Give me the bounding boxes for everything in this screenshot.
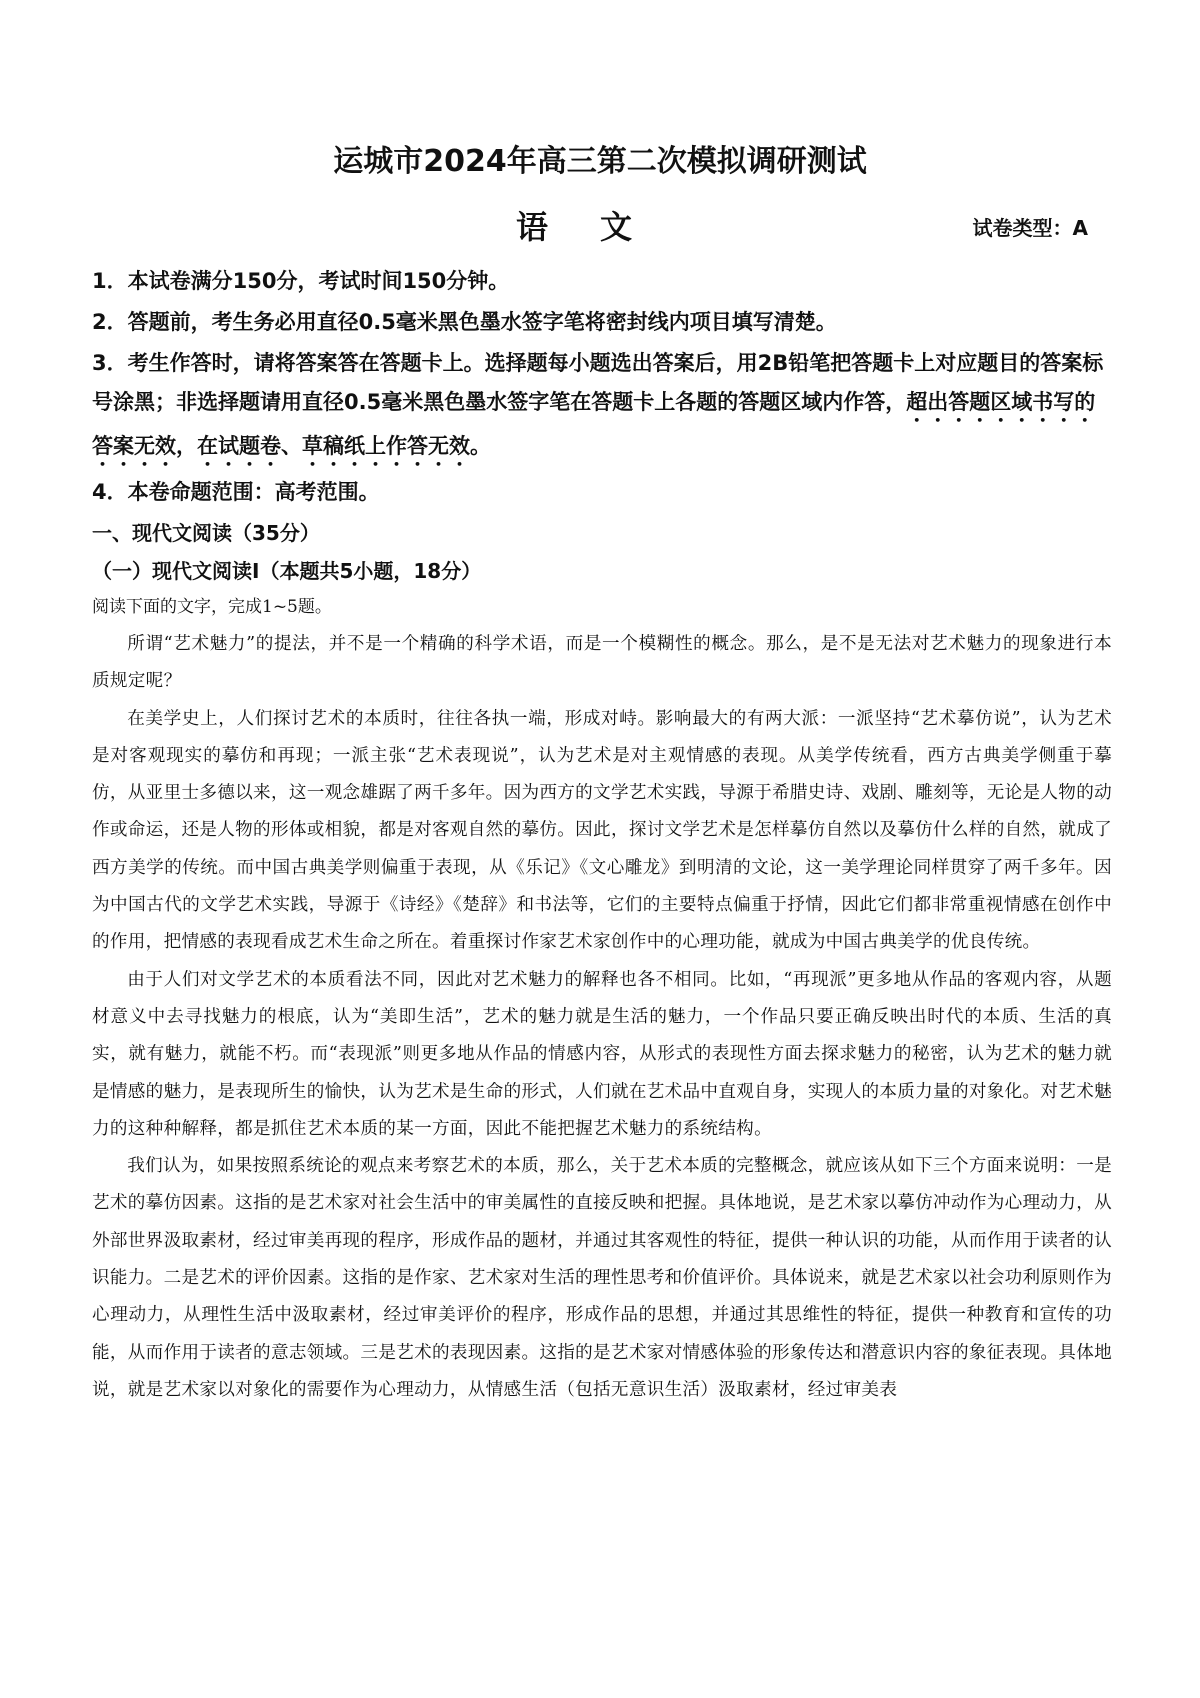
passage-paragraph-3: 由于人们对文学艺术的本质看法不同，因此对艺术魅力的解释也各不相同。比如，“再现派”更多地从作品的客观内容，从题材意义中去寻找魅力的根底，认为“美即生活”，艺术的魅力就是生活的魅力，一个作品只要正确反映出时代的本质、生活的真实，就有魅力，就能不朽。而“表现派”则更多地从作品的情感内容，从形式的表现性方面去探求魅力的秘密，认为艺术的魅力就是情感的魅力，是表现所生的愉快，认为艺术是生命的形式，人们就在艺术品中直观自身，实现人的本质力量的对象化。对艺术魅力的这种种解释，都是抓住艺术本质的某一方面，因此不能把握艺术魅力的系统结构。: [92, 969, 1112, 1139]
note-item-2: 2．答题前，考生务必用直径0.5毫米黑色墨水签字笔将密封线内项目填写清楚。: [92, 310, 837, 334]
note-3-emphasis-1: 超出答题区域书写的答案无效: [92, 390, 1096, 458]
reading-instruction: 阅读下面的文字，完成1~5题。: [92, 597, 332, 617]
subject-title: 语文: [515, 208, 684, 246]
section-title: 一、现代文阅读（35分）: [92, 521, 320, 545]
section-subtitle: （一）现代文阅读Ⅰ（本题共5小题，18分）: [92, 559, 482, 583]
passage-paragraph-4: 我们认为，如果按照系统论的观点来考察艺术的本质，那么，关于艺术本质的完整概念，就应该从如下三个方面来说明：一是艺术的摹仿因素。这指的是艺术家对社会生活中的审美属性的直接反映和把握。具体地说，是艺术家以摹仿冲动作为心理动力，从外部世界汲取素材，经过审美再现的程序，形成作品的题材，并通过其客观性的特征，提供一种认识的功能，从而作用于读者的认识能力。二是艺术的评价因素。这指的是作家、艺术家对生活的理性思考和价值评价。具体说来，就是艺术家以社会功利原则作为心理动力，从理性生活中汲取素材，经过审美评价的程序，形成作品的思想，并通过其思维性的特征，提供一种教育和宣传的功能，从而作用于读者的意志领域。三是艺术的表现因素。这指的是艺术家对情感体验的形象传达和潜意识内容的象征表现。具体地说，就是艺术家以对象化的需要作为心理动力，从情感生活（包括无意识生活）汲取素材，经过审美表: [92, 1156, 1112, 1400]
note-item-1: 1．本试卷满分150分，考试时间150分钟。: [92, 269, 510, 293]
passage-paragraph-2: 在美学史上，人们探讨艺术的本质时，往往各执一端，形成对峙。影响最大的有两大派：一派坚持“艺术摹仿说”，认为艺术是对客观现实的摹仿和再现；一派主张“艺术表现说”，认为艺术是对主观情感的表现。从美学传统看，西方古典美学侧重于摹仿，从亚里士多德以来，这一观念雄踞了两千多年。因为西方的文学艺术实践，导源于希腊史诗、戏剧、雕刻等，无论是人物的动作或命运，还是人物的形体或相貌，都是对客观自然的摹仿。因此，探讨文学艺术是怎样摹仿自然以及摹仿什么样的自然，就成了西方美学的传统。而中国古典美学则偏重于表现，从《乐记》《文心雕龙》到明清的文论，这一美学理论同样贯穿了两千多年。因为中国古代的文学艺术实践，导源于《诗经》《楚辞》和书法等，它们的主要特点偏重于抒情，因此它们都非常重视情感在创作中的作用，把情感的表现看成艺术生命之所在。着重探讨作家艺术家创作中的心理功能，就成为中国古典美学的优良传统。: [92, 708, 1112, 953]
paper-type-label: 试卷类型：A: [972, 216, 1088, 240]
note-item-3: [92, 344, 1112, 471]
note-3-emphasis-2: 在试题卷、草稿纸上作答无效: [197, 434, 470, 458]
note-item-4: 4．本卷命题范围：高考范围。: [92, 480, 380, 504]
exam-title: 运城市2024年高三第二次模拟调研测试: [333, 144, 867, 179]
reading-passage: [92, 626, 1112, 1409]
passage-paragraph-1: 所谓“艺术魅力”的提法，并不是一个精确的科学术语，而是一个模糊性的概念。那么，是不是无法对艺术魅力的现象进行本质规定呢？: [92, 634, 1112, 692]
note-3-main: 3．考生作答时，请将答案答在答题卡上。选择题每小题选出答案后，用2B铅笔把答题卡上对应题目的答案标号涂黑；非选择题请用直径0.5毫米黑色墨水签字笔在答题卡上各题的答题区域内作答，: [92, 351, 1104, 414]
note-3-end: 。: [470, 434, 491, 458]
note-3-mid: ，: [176, 434, 197, 458]
exam-content: [92, 262, 1112, 1409]
